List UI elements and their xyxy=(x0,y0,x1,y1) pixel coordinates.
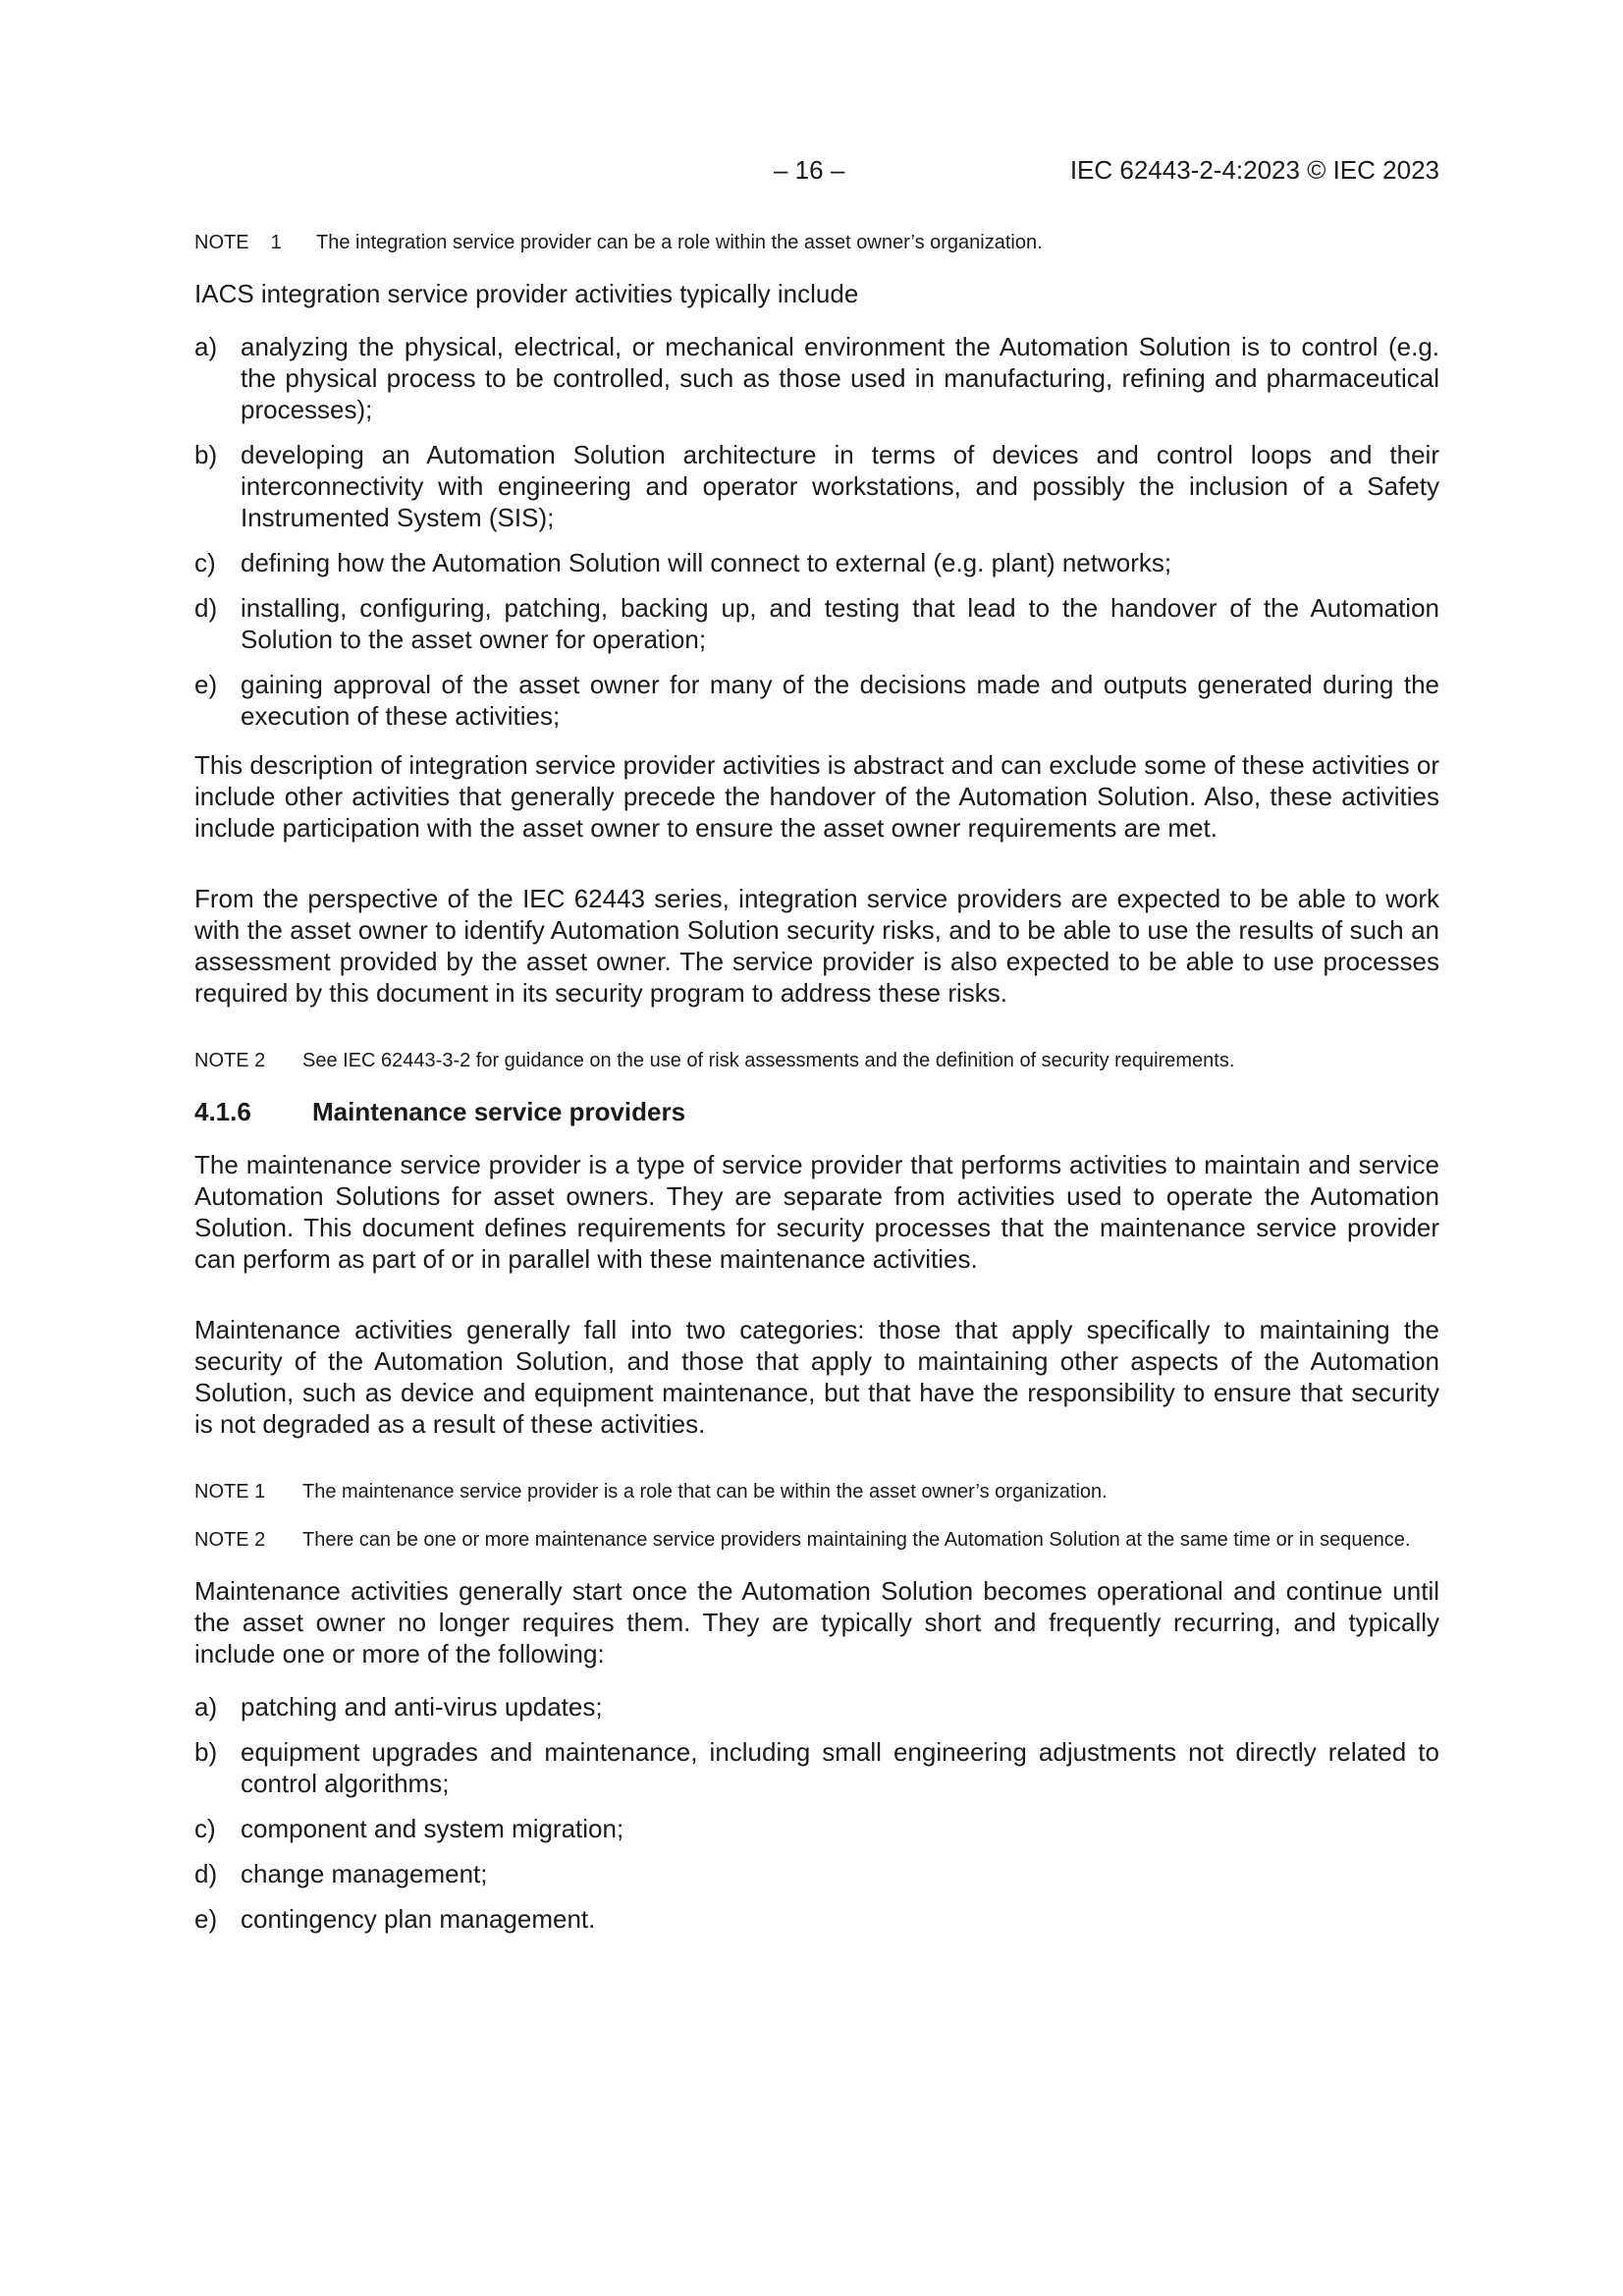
note-maintenance-role xyxy=(194,1479,1439,1505)
note-text: See IEC 62443-3-2 for guidance on the use of risk assessments and the definition of security requirements. xyxy=(302,1050,1235,1071)
integration-activities-list xyxy=(194,331,1439,732)
paragraph-perspective: From the perspective of the IEC 62443 series, integration service providers are expected to be able to work with the asset owner to identify Automation Solution security risks, and to be able to use the results of such an assessment provided by the asset owner. The service provider is also expected to be able to use processes required by this document in its security program to address these risks. xyxy=(194,884,1439,1008)
section-number: 4.1.6 xyxy=(194,1097,251,1126)
document-id: IEC 62443-2-4:2023 © IEC 2023 xyxy=(1069,155,1439,185)
note-label: NOTE 1 xyxy=(194,1481,266,1503)
note-label: NOTE 2 xyxy=(194,1050,266,1071)
list-item: c) component and system migration; xyxy=(194,1814,624,1843)
list-item: a) analyzing the physical, electrical, or mechanical environment the Automation Solution is to control (e.g. the physical process to be controlled, such as those used in manufacturing, refining and pharmaceutical processes); xyxy=(194,332,1439,424)
note-text: There can be one or more maintenance service providers maintaining the Automation Solution at the same time or in sequence. xyxy=(302,1529,1411,1551)
paragraph-maintenance-categories: Maintenance activities generally fall into two categories: those that apply specifically to maintaining the security of the Automation Solution, and those that apply to maintaining other aspects of the Automation Solution, such as device and equipment maintenance, but that have the responsibility to ensure that security is not degraded as a result of these activities. xyxy=(194,1315,1439,1439)
paragraph-description: This description of integration service provider activities is abstract and can exclude some of these activities or include other activities that generally precede the handover of the Automation Solution. Also, these activities include participation with the asset owner to ensure the asset owner requirements are met. xyxy=(194,750,1439,843)
list-item: b) equipment upgrades and maintenance, including small engineering adjustments not directly related to control algorithms; xyxy=(194,1737,1439,1798)
list-item: d) change management; xyxy=(194,1859,488,1888)
list-item: c) defining how the Automation Solution will connect to external (e.g. plant) networks; xyxy=(194,548,1172,577)
note-text: The integration service provider can be a role within the asset owner’s organization. xyxy=(316,232,1043,253)
list-item: d) installing, configuring, patching, backing up, and testing that lead to the handover of the Automation Solution to the asset owner for operation; xyxy=(194,593,1439,654)
list-item: e) gaining approval of the asset owner for many of the decisions made and outputs generated during the execution of these activities; xyxy=(194,670,1439,731)
intro-integration-activities: IACS integration service provider activities typically include xyxy=(194,279,859,308)
paragraph-maintenance-definition: The maintenance service provider is a type of service provider that performs activities to maintain and service Automation Solutions for asset owners. They are separate from activities used to operate the Automation Solution. This document defines requirements for security processes that the maintenance service provider can perform as part of or in parallel with these maintenance activities. xyxy=(194,1150,1439,1274)
note-integration-role xyxy=(194,230,1439,256)
page-header xyxy=(194,155,1439,191)
list-item: a) patching and anti-virus updates; xyxy=(194,1692,603,1722)
note-text: The maintenance service provider is a role that can be within the asset owner’s organization. xyxy=(302,1481,1108,1503)
section-heading xyxy=(194,1096,1439,1127)
note-maintenance-multiple xyxy=(194,1527,1439,1554)
paragraph-maintenance-lifecycle: Maintenance activities generally start once the Automation Solution becomes operational and continue until the asset owner no longer requires them. They are typically short and frequently recurring, and typically include one or more of the following: xyxy=(194,1576,1439,1668)
note-label: NOTE 1 xyxy=(194,232,282,253)
list-item: e) contingency plan management. xyxy=(194,1904,596,1934)
page-content xyxy=(194,230,1439,1952)
section-title: Maintenance service providers xyxy=(312,1097,686,1126)
page-number: – 16 – xyxy=(774,155,845,185)
note-risk-assessment xyxy=(194,1048,1439,1074)
note-label: NOTE 2 xyxy=(194,1529,266,1551)
maintenance-activities-list xyxy=(194,1691,1439,1935)
list-item: b) developing an Automation Solution architecture in terms of devices and control loops and their interconnectivity with engineering and operator workstations, and possibly the inclusion of a Safety Instrumented System (SIS); xyxy=(194,440,1439,532)
